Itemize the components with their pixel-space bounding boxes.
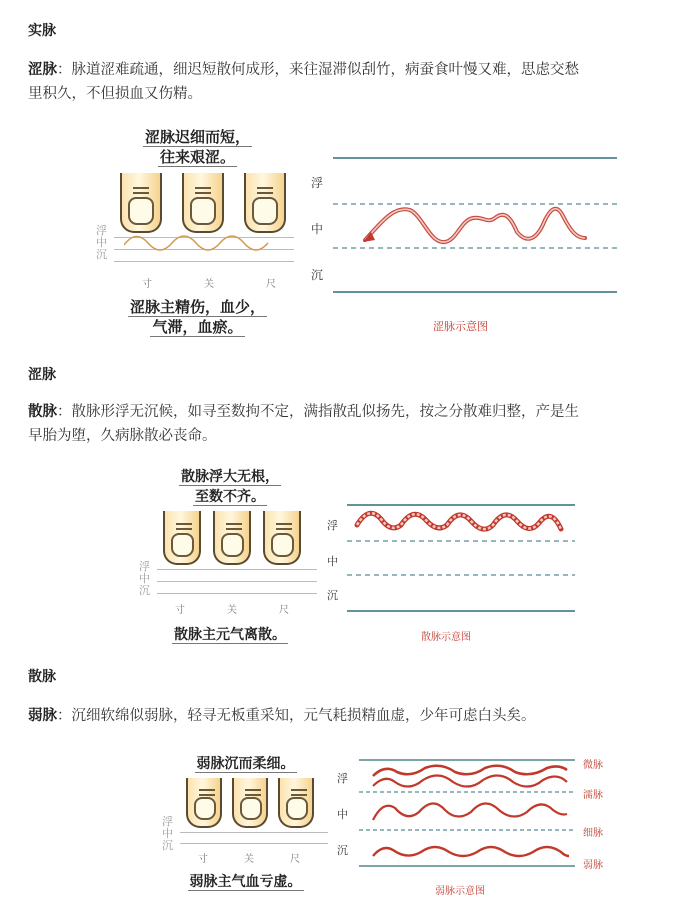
term-3: 弱脉 [28,708,57,724]
series-label-4: 弱脉 [583,860,603,871]
section-title-3: 散脉 [28,669,56,685]
pulse-wave-1 [365,209,585,242]
finger-5 [213,511,251,565]
finger-card-3: 弱脉沉而柔细。 浮 中 沉 寸 关 尺 弱脉主气血亏虚。 [158,752,333,897]
pulse-diagram-1: 浮 中 沉 涩脉示意图 [305,148,625,348]
series-label-3: 细脉 [583,828,603,839]
diagram-caption-2: 散脉示意图 [421,632,471,643]
finger-6 [263,511,301,565]
finger-2 [182,173,224,233]
pulse-wave-3c [373,803,567,820]
diagram-caption-1: 涩脉示意图 [433,320,488,333]
section-title-2: 涩脉 [28,367,56,383]
card-top-2a: 散脉浮大无根， [181,469,279,485]
card-top-3: 弱脉沉而柔细。 [196,756,295,772]
pulse-diagram-3: 浮 中 沉 微脉 濡脉 细脉 弱脉 弱脉示意图 [335,752,625,902]
pulse-wave-3d [373,847,569,856]
finger-8 [232,778,268,828]
finger-1 [120,173,162,233]
card-bottom-1b: 气滞，血瘀。 [152,318,243,336]
pulse-diagram-2: 浮 中 沉 散脉示意图 [325,495,585,645]
finger-pulse-wave-1 [124,225,284,255]
diagram-caption-3: 弱脉示意图 [435,886,485,897]
section-title-1: 实脉 [28,23,56,39]
card-top-1a: 涩脉迟细而短， [144,128,250,146]
finger-9 [278,778,314,828]
finger-3 [244,173,286,233]
finger-4 [163,511,201,565]
card-bottom-3: 弱脉主气血亏虚。 [189,874,302,890]
series-label-2: 濡脉 [583,790,603,801]
pulse-wave-3b [373,775,567,786]
card-top-1b: 往来艰涩。 [159,148,235,166]
description-1: 涩脉：脉道涩难疏通，细迟短散何成形，来往湿滞似刮竹，病蚕食叶慢又难，思虑交愁 里积久，不但损血又伤精。 [28,62,579,102]
description-2: 散脉：散脉形浮无沉候，如寻至数拘不定，满指散乱似扬先，按之分散难归整，产是生 早胎为堕，久病脉散必丧命。 [28,404,579,444]
pulse-wave-3a [373,766,567,776]
finger-card-1: 涩脉迟细而短， 往来艰涩。 浮 中 沉 寸 关 尺 涩脉主精伤，血少， 气滞，血瘀。 [90,125,305,345]
description-3: 弱脉：沉细软绵似弱脉，轻寻无板重采知，元气耗损精血虚，少年可虑白头矣。 [28,708,536,724]
finger-7 [186,778,222,828]
card-bottom-2: 散脉主元气离散。 [174,627,286,643]
term-2: 散脉 [28,404,57,420]
card-top-2b: 至数不齐。 [195,489,265,505]
finger-card-2: 散脉浮大无根， 至数不齐。 浮 中 沉 寸 关 尺 散脉主元气离散。 [135,465,325,650]
series-label-1: 微脉 [583,760,603,771]
card-bottom-1a: 涩脉主精伤，血少， [129,298,265,316]
term-1: 涩脉 [28,62,57,78]
